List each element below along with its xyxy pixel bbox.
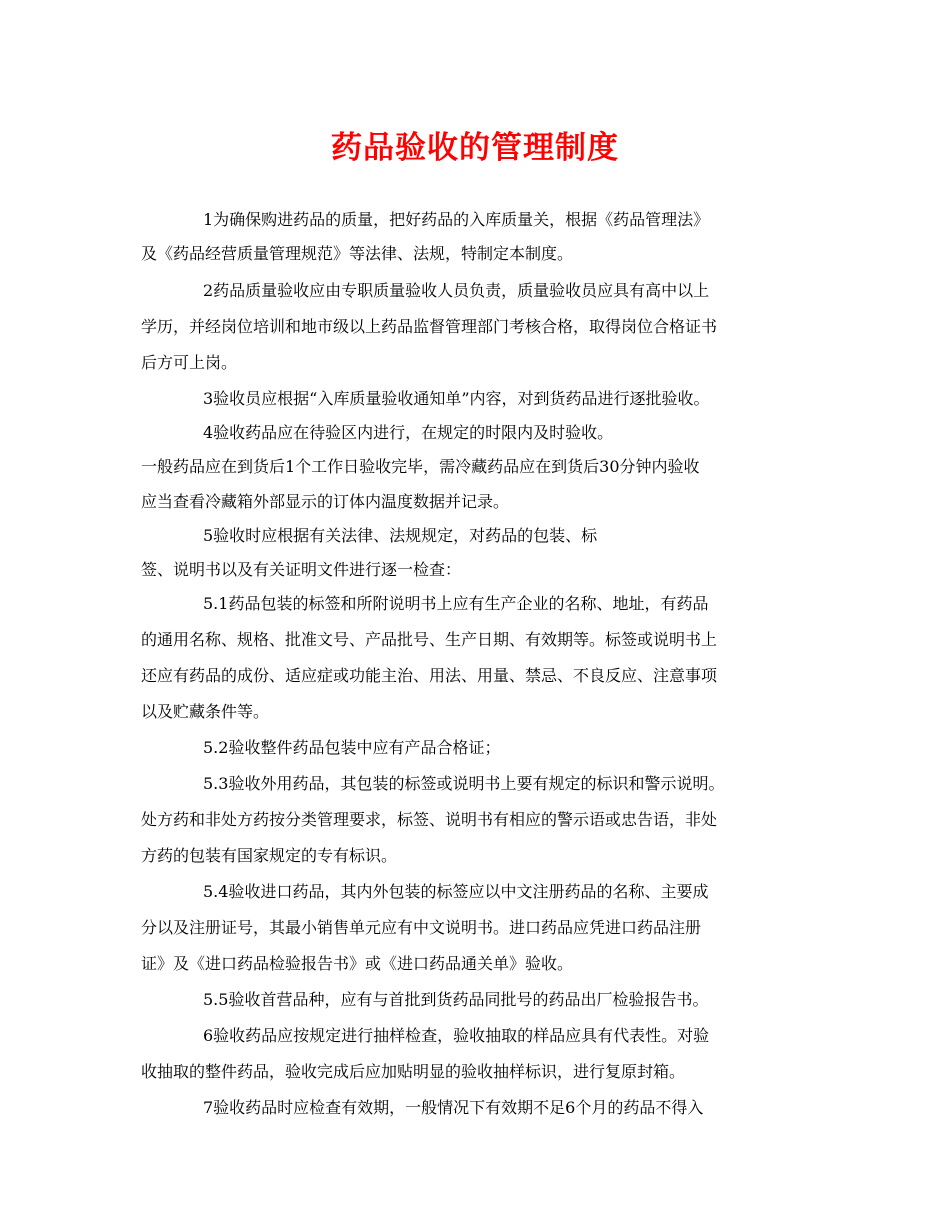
text-line: 学历，并经岗位培训和地市级以上药品监督管理部门考核合格，取得岗位合格证书 [141,317,718,336]
text-line: 7验收药品时应检查有效期，一般情况下有效期不足6个月的药品不得入 [203,1098,704,1117]
text-line: 5.4验收进口药品，其内外包装的标签应以中文注册药品的名称、主要成 [203,882,709,901]
text-line: 还应有药品的成份、适应症或功能主治、用法、用量、禁忌、不良反应、注意事项 [141,666,718,685]
text-line: 的通用名称、规格、批准文号、产品批号、生产日期、有效期等。标签或说明书上 [141,630,718,649]
text-line: 5.2验收整件药品包装中应有产品合格证； [203,738,501,757]
text-line: 2药品质量验收应由专职质量验收人员负责，质量验收员应具有高中以上 [203,281,710,300]
text-line: 1为确保购进药品的质量，把好药品的入库质量关，根据《药品管理法》 [203,210,710,229]
text-line: 5验收时应根据有关法律、法规规定，对药品的包装、标 [203,526,598,545]
text-line: 后方可上岗。 [141,353,238,372]
text-line: 应当查看冷藏箱外部显示的订体内温度数据并记录。 [141,492,510,511]
text-line: 一般药品应在到货后1个工作日验收完毕，需冷藏药品应在到货后30分钟内验收 [141,457,700,476]
text-line: 5.3验收外用药品，其包装的标签或说明书上要有规定的标识和警示说明。 [203,774,725,793]
text-line: 5.1药品包装的标签和所附说明书上应有生产企业的名称、地址，有药品 [203,594,709,613]
text-line: 以及贮藏条件等。 [141,702,270,721]
text-line: 4验收药品应在待验区内进行，在规定的时限内及时验收。 [203,423,614,442]
text-line: 方药的包装有国家规定的专有标识。 [141,846,398,865]
text-line: 6验收药品应按规定进行抽样检查，验收抽取的样品应具有代表性。对验 [203,1026,710,1045]
text-line: 收抽取的整件药品，验收完成后应加贴明显的验收抽样标识，进行复原封箱。 [141,1062,686,1081]
text-line: 及《药品经营质量管理规范》等法律、法规，特制定本制度。 [141,244,574,263]
text-line: 5.5验收首营品种，应有与首批到货药品同批号的药品出厂检验报告书。 [203,990,709,1009]
document-title: 药品验收的管理制度 [331,130,619,166]
text-line: 分以及注册证号，其最小销售单元应有中文说明书。进口药品应凭进口药品注册 [141,918,702,937]
text-line: 处方药和非处方药按分类管理要求，标签、说明书有相应的警示语或忠告语，非处 [141,810,718,829]
text-line: 签、说明书以及有关证明文件进行逐一检查： [141,560,462,579]
text-line: 3验收员应根据“入库质量验收通知单”内容，对到货药品进行逐批验收。 [203,389,710,408]
text-line: 证》及《进口药品检验报告书》或《进口药品通关单》验收。 [141,954,574,973]
